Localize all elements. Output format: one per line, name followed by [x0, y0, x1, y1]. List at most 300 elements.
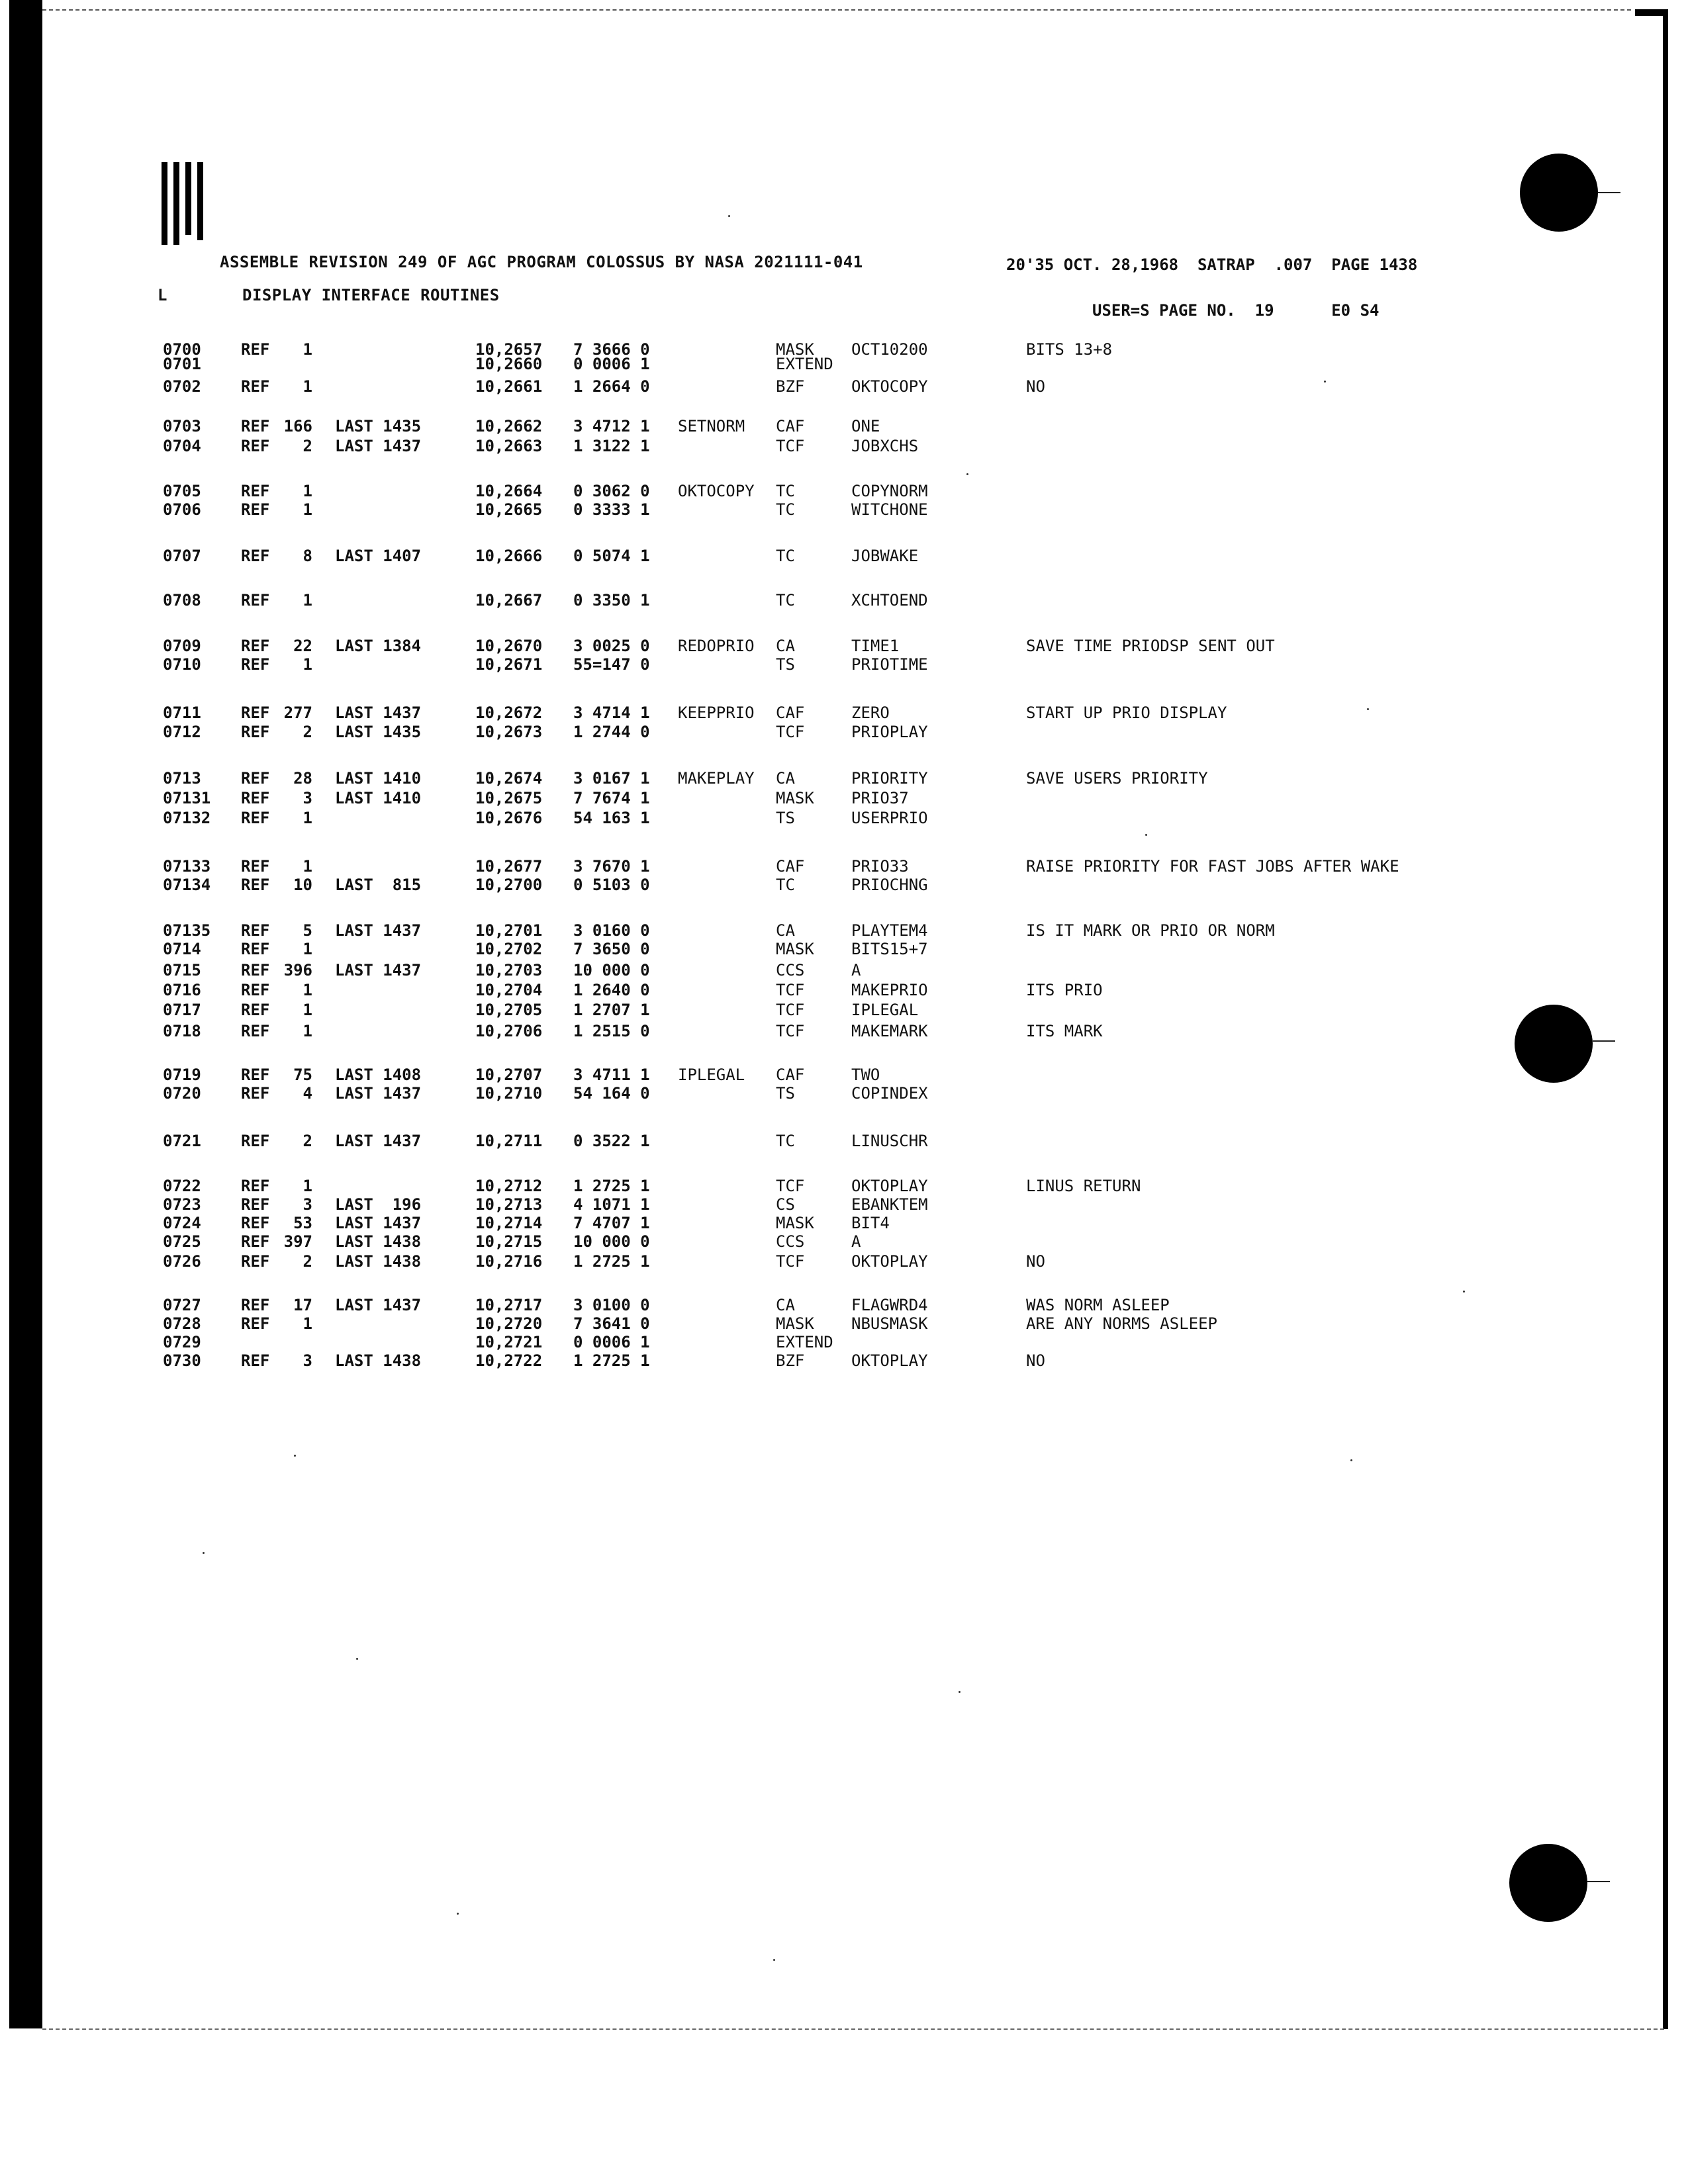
operand: BIT4: [851, 1214, 890, 1232]
listing-row: [0, 857, 1523, 877]
object-code: 7 3666 0: [573, 340, 650, 359]
opcode: TC: [776, 482, 795, 500]
listing-row: [0, 1132, 1523, 1152]
right-scan-border: [1663, 9, 1668, 2029]
ref-count: 22: [293, 637, 312, 655]
listing-header-timestamp: 20'35 OCT. 28,1968 SATRAP .007 PAGE 1438: [1006, 255, 1418, 274]
address: 10,2677: [475, 857, 543, 876]
top-perforation: [42, 9, 1631, 11]
object-code: 0 0006 1: [573, 355, 650, 373]
ref-marker: REF: [241, 1001, 270, 1019]
object-code: 7 3650 0: [573, 940, 650, 958]
address: 10,2712: [475, 1177, 543, 1195]
ref-marker: REF: [241, 1084, 270, 1103]
line-number: 0724: [163, 1214, 201, 1232]
last-ref: LAST 1437: [335, 961, 422, 979]
ref-count: 3: [303, 789, 312, 807]
line-number: 07133: [163, 857, 211, 876]
listing-row: [0, 1001, 1523, 1021]
ref-marker: REF: [241, 377, 270, 396]
address: 10,2717: [475, 1296, 543, 1314]
listing-row: [0, 1252, 1523, 1272]
punch-hole-mark: [1593, 1040, 1615, 1042]
symbol-label: REDOPRIO: [678, 637, 755, 655]
listing-row: [0, 981, 1523, 1001]
punch-hole-bottom: [1509, 1844, 1587, 1922]
listing-row: [0, 1351, 1523, 1371]
last-ref: LAST 1438: [335, 1252, 422, 1271]
last-ref: LAST 1408: [335, 1066, 422, 1084]
address: 10,2722: [475, 1351, 543, 1370]
opcode: TCF: [776, 1177, 805, 1195]
opcode: MASK: [776, 940, 814, 958]
operand: NBUSMASK: [851, 1314, 928, 1333]
object-code: 4 1071 1: [573, 1195, 650, 1214]
listing-row: [0, 704, 1523, 723]
ref-marker: REF: [241, 482, 270, 500]
listing-row: [0, 547, 1523, 567]
opcode: TC: [776, 876, 795, 894]
object-code: 1 3122 1: [573, 437, 650, 455]
ref-marker: REF: [241, 1066, 270, 1084]
section-title: DISPLAY INTERFACE ROUTINES: [242, 286, 500, 304]
object-code: 1 2744 0: [573, 723, 650, 741]
line-number: 0703: [163, 417, 201, 435]
symbol-label: MAKEPLAY: [678, 769, 755, 788]
address: 10,2702: [475, 940, 543, 958]
operand: LINUSCHR: [851, 1132, 928, 1150]
opcode: MASK: [776, 1214, 814, 1232]
opcode: TCF: [776, 981, 805, 999]
operand: MAKEPRIO: [851, 981, 928, 999]
ref-marker: REF: [241, 769, 270, 788]
operand: PRIOCHNG: [851, 876, 928, 894]
ref-count: 1: [303, 857, 312, 876]
opcode: TC: [776, 547, 795, 565]
ref-marker: REF: [241, 981, 270, 999]
object-code: 1 2725 1: [573, 1177, 650, 1195]
object-code: 0 5074 1: [573, 547, 650, 565]
opcode: CAF: [776, 704, 805, 722]
symbol-label: KEEPPRIO: [678, 704, 755, 722]
object-code: 7 7674 1: [573, 789, 650, 807]
ref-count: 396: [283, 961, 312, 979]
line-number: 0718: [163, 1022, 201, 1040]
operand: USERPRIO: [851, 809, 928, 827]
operand: COPYNORM: [851, 482, 928, 500]
address: 10,2666: [475, 547, 543, 565]
opcode: CAF: [776, 417, 805, 435]
address: 10,2660: [475, 355, 543, 373]
ref-count: 1: [303, 981, 312, 999]
ref-count: 10: [293, 876, 312, 894]
object-code: 0 3333 1: [573, 500, 650, 519]
listing-row: [0, 482, 1523, 502]
ref-marker: REF: [241, 876, 270, 894]
last-ref: LAST 1437: [335, 1296, 422, 1314]
comment: NO: [1026, 1252, 1045, 1271]
opcode: CS: [776, 1195, 795, 1214]
listing-row: [0, 1232, 1523, 1252]
opcode: MASK: [776, 340, 814, 359]
opcode: MASK: [776, 1314, 814, 1333]
line-number: 0721: [163, 1132, 201, 1150]
opcode: CCS: [776, 1232, 805, 1251]
listing-row: [0, 1333, 1523, 1353]
object-code: 1 2515 0: [573, 1022, 650, 1040]
listing-row: [0, 1195, 1523, 1215]
address: 10,2672: [475, 704, 543, 722]
operand: JOBXCHS: [851, 437, 919, 455]
operand: A: [851, 961, 861, 979]
ref-count: 166: [283, 417, 312, 435]
listing-row: [0, 355, 1523, 375]
line-number: 0720: [163, 1084, 201, 1103]
line-number: 07135: [163, 921, 211, 940]
object-code: 0 5103 0: [573, 876, 650, 894]
object-code: 7 4707 1: [573, 1214, 650, 1232]
line-number: 0700: [163, 340, 201, 359]
address: 10,2673: [475, 723, 543, 741]
symbol-label: IPLEGAL: [678, 1066, 745, 1084]
line-number: 0726: [163, 1252, 201, 1271]
line-number: 0706: [163, 500, 201, 519]
ref-count: 1: [303, 1022, 312, 1040]
opcode: CAF: [776, 857, 805, 876]
listing-row: [0, 1177, 1523, 1197]
ref-count: 17: [293, 1296, 312, 1314]
listing-row: [0, 1214, 1523, 1234]
last-ref: LAST 1410: [335, 789, 422, 807]
punch-hole-mark: [1598, 192, 1620, 193]
line-number: 0708: [163, 591, 201, 610]
operand: PRIOTIME: [851, 655, 928, 674]
operand: MAKEMARK: [851, 1022, 928, 1040]
symbol-label: OKTOCOPY: [678, 482, 755, 500]
listing-row: [0, 637, 1523, 657]
operand: PRIO37: [851, 789, 909, 807]
ref-marker: REF: [241, 809, 270, 827]
address: 10,2714: [475, 1214, 543, 1232]
object-code: 3 7670 1: [573, 857, 650, 876]
listing-row: [0, 591, 1523, 611]
listing-row: [0, 437, 1523, 457]
ref-count: 2: [303, 1252, 312, 1271]
operand: A: [851, 1232, 861, 1251]
object-code: 3 4714 1: [573, 704, 650, 722]
scan-speck: [773, 1959, 775, 1961]
operand: OKTOCOPY: [851, 377, 928, 396]
line-number: 0705: [163, 482, 201, 500]
listing-header: ASSEMBLE REVISION 249 OF AGC PROGRAM COLOSSUS BY NASA 2021111-041: [220, 253, 863, 271]
ref-count: 1: [303, 500, 312, 519]
ref-count: 8: [303, 547, 312, 565]
address: 10,2705: [475, 1001, 543, 1019]
ref-marker: REF: [241, 1132, 270, 1150]
opcode: TCF: [776, 1001, 805, 1019]
ref-count: 3: [303, 1351, 312, 1370]
listing-row: [0, 417, 1523, 437]
ref-marker: REF: [241, 655, 270, 674]
address: 10,2676: [475, 809, 543, 827]
ref-marker: REF: [241, 1177, 270, 1195]
address: 10,2720: [475, 1314, 543, 1333]
opcode: CCS: [776, 961, 805, 979]
operand: OKTOPLAY: [851, 1252, 928, 1271]
address: 10,2710: [475, 1084, 543, 1103]
object-code: 0 0006 1: [573, 1333, 650, 1351]
opcode: BZF: [776, 377, 805, 396]
operand: OKTOPLAY: [851, 1351, 928, 1370]
operand: EBANKTEM: [851, 1195, 928, 1214]
ref-count: 1: [303, 340, 312, 359]
line-number: 0701: [163, 355, 201, 373]
opcode: TS: [776, 1084, 795, 1103]
line-number: 0728: [163, 1314, 201, 1333]
address: 10,2675: [475, 789, 543, 807]
object-code: 1 2640 0: [573, 981, 650, 999]
listing-row: [0, 1022, 1523, 1042]
object-code: 10 000 0: [573, 961, 650, 979]
ref-marker: REF: [241, 1296, 270, 1314]
scan-speck: [1145, 834, 1147, 836]
comment: START UP PRIO DISPLAY: [1026, 704, 1227, 722]
scan-speck: [294, 1455, 296, 1457]
ref-marker: REF: [241, 1252, 270, 1271]
object-code: 3 4712 1: [573, 417, 650, 435]
operand: ZERO: [851, 704, 890, 722]
line-number: 07131: [163, 789, 211, 807]
opcode: CA: [776, 769, 795, 788]
operand: PRIOPLAY: [851, 723, 928, 741]
ref-marker: REF: [241, 1195, 270, 1214]
operand: IPLEGAL: [851, 1001, 919, 1019]
ref-count: 1: [303, 1177, 312, 1195]
address: 10,2713: [475, 1195, 543, 1214]
object-code: 1 2707 1: [573, 1001, 650, 1019]
line-number: 0704: [163, 437, 201, 455]
line-number: 0722: [163, 1177, 201, 1195]
line-number: 0730: [163, 1351, 201, 1370]
scan-speck: [457, 1913, 459, 1915]
line-number: 0729: [163, 1333, 201, 1351]
comment: WAS NORM ASLEEP: [1026, 1296, 1170, 1314]
ref-marker: REF: [241, 1022, 270, 1040]
ref-marker: REF: [241, 1351, 270, 1370]
ref-count: 1: [303, 1001, 312, 1019]
ref-marker: REF: [241, 500, 270, 519]
scan-speck: [966, 473, 968, 475]
ref-marker: REF: [241, 340, 270, 359]
opcode: TS: [776, 655, 795, 674]
address: 10,2657: [475, 340, 543, 359]
comment: SAVE USERS PRIORITY: [1026, 769, 1208, 788]
opcode: CAF: [776, 1066, 805, 1084]
comment: ITS MARK: [1026, 1022, 1103, 1040]
object-code: 10 000 0: [573, 1232, 650, 1251]
opcode: TC: [776, 1132, 795, 1150]
last-ref: LAST 1437: [335, 921, 422, 940]
line-number: 0702: [163, 377, 201, 396]
punch-hole-top: [1520, 154, 1598, 232]
listing-row: [0, 876, 1523, 895]
opcode: TCF: [776, 723, 805, 741]
opcode: TS: [776, 809, 795, 827]
ref-marker: REF: [241, 789, 270, 807]
ref-count: 3: [303, 1195, 312, 1214]
ref-count: 2: [303, 723, 312, 741]
address: 10,2667: [475, 591, 543, 610]
ref-count: 397: [283, 1232, 312, 1251]
comment: NO: [1026, 377, 1045, 396]
scan-speck: [959, 1691, 961, 1693]
line-number: 0716: [163, 981, 201, 999]
operand: JOBWAKE: [851, 547, 919, 565]
operand: OCT10200: [851, 340, 928, 359]
last-ref: LAST 1438: [335, 1351, 422, 1370]
last-ref: LAST 196: [335, 1195, 422, 1214]
object-code: 3 0025 0: [573, 637, 650, 655]
ref-marker: REF: [241, 857, 270, 876]
opcode: TCF: [776, 1022, 805, 1040]
operand: BITS15+7: [851, 940, 928, 958]
last-ref: LAST 1437: [335, 704, 422, 722]
ref-count: 2: [303, 437, 312, 455]
listing-row: [0, 789, 1523, 809]
comment: IS IT MARK OR PRIO OR NORM: [1026, 921, 1275, 940]
ref-marker: REF: [241, 637, 270, 655]
scan-speck: [356, 1658, 358, 1660]
operand: ONE: [851, 417, 880, 435]
object-code: 3 4711 1: [573, 1066, 650, 1084]
object-code: 54 164 0: [573, 1084, 650, 1103]
listing-row: [0, 809, 1523, 829]
opcode: CA: [776, 921, 795, 940]
opcode: CA: [776, 637, 795, 655]
address: 10,2715: [475, 1232, 543, 1251]
object-code: 1 2725 1: [573, 1252, 650, 1271]
line-number: 0715: [163, 961, 201, 979]
opcode: TCF: [776, 1252, 805, 1271]
ref-count: 53: [293, 1214, 312, 1232]
line-number: 0727: [163, 1296, 201, 1314]
listing-row: [0, 655, 1523, 675]
address: 10,2664: [475, 482, 543, 500]
address: 10,2704: [475, 981, 543, 999]
opcode: TC: [776, 591, 795, 610]
ref-count: 277: [283, 704, 312, 722]
ref-marker: REF: [241, 417, 270, 435]
opcode: BZF: [776, 1351, 805, 1370]
line-number: 0707: [163, 547, 201, 565]
scan-speck: [203, 1552, 205, 1554]
ref-marker: REF: [241, 704, 270, 722]
comment: LINUS RETURN: [1026, 1177, 1141, 1195]
scan-speck: [1463, 1291, 1465, 1293]
operand: PRIO33: [851, 857, 909, 876]
ref-count: 1: [303, 482, 312, 500]
ref-marker: REF: [241, 1314, 270, 1333]
symbol-label: SETNORM: [678, 417, 745, 435]
address: 10,2706: [475, 1022, 543, 1040]
address: 10,2671: [475, 655, 543, 674]
listing-row: [0, 500, 1523, 520]
ref-marker: REF: [241, 437, 270, 455]
line-number: 07132: [163, 809, 211, 827]
comment: RAISE PRIORITY FOR FAST JOBS AFTER WAKE: [1026, 857, 1399, 876]
last-ref: LAST 1437: [335, 1084, 422, 1103]
object-code: 55=147 0: [573, 655, 650, 674]
scan-speck: [728, 215, 730, 217]
object-code: 3 0100 0: [573, 1296, 650, 1314]
listing-row: [0, 1084, 1523, 1104]
line-number: 0719: [163, 1066, 201, 1084]
ref-count: 2: [303, 1132, 312, 1150]
user-page-number: USER=S PAGE NO. 19 E0 S4: [1092, 301, 1380, 320]
last-ref: LAST 1407: [335, 547, 422, 565]
object-code: 0 3522 1: [573, 1132, 650, 1150]
ref-count: 4: [303, 1084, 312, 1103]
opcode: EXTEND: [776, 355, 833, 373]
ref-count: 1: [303, 940, 312, 958]
object-code: 1 2664 0: [573, 377, 650, 396]
listing-row: [0, 377, 1523, 397]
opcode: CA: [776, 1296, 795, 1314]
ref-marker: REF: [241, 591, 270, 610]
object-code: 3 0167 1: [573, 769, 650, 788]
ref-count: 75: [293, 1066, 312, 1084]
operand: PLAYTEM4: [851, 921, 928, 940]
ref-marker: REF: [241, 921, 270, 940]
last-ref: LAST 815: [335, 876, 422, 894]
object-code: 0 3062 0: [573, 482, 650, 500]
opcode: EXTEND: [776, 1333, 833, 1351]
line-number: 07134: [163, 876, 211, 894]
operand: TWO: [851, 1066, 880, 1084]
line-number: 0714: [163, 940, 201, 958]
address: 10,2700: [475, 876, 543, 894]
operand: COPINDEX: [851, 1084, 928, 1103]
section-letter: L: [158, 286, 167, 304]
address: 10,2707: [475, 1066, 543, 1084]
bottom-perforation: [42, 2028, 1664, 2030]
ref-count: 1: [303, 377, 312, 396]
object-code: 54 163 1: [573, 809, 650, 827]
listing-row: [0, 1066, 1523, 1085]
ref-marker: REF: [241, 547, 270, 565]
last-ref: LAST 1435: [335, 723, 422, 741]
last-ref: LAST 1437: [335, 437, 422, 455]
line-number: 0723: [163, 1195, 201, 1214]
listing-row: [0, 769, 1523, 789]
operand: FLAGWRD4: [851, 1296, 928, 1314]
ref-count: 1: [303, 809, 312, 827]
object-code: 0 3350 1: [573, 591, 650, 610]
scan-speck: [1350, 1459, 1352, 1461]
line-number: 0709: [163, 637, 201, 655]
comment: ARE ANY NORMS ASLEEP: [1026, 1314, 1217, 1333]
address: 10,2703: [475, 961, 543, 979]
last-ref: LAST 1410: [335, 769, 422, 788]
last-ref: LAST 1437: [335, 1214, 422, 1232]
comment: ITS PRIO: [1026, 981, 1103, 999]
line-number: 0717: [163, 1001, 201, 1019]
object-code: 3 0160 0: [573, 921, 650, 940]
operand: WITCHONE: [851, 500, 928, 519]
address: 10,2701: [475, 921, 543, 940]
ref-marker: REF: [241, 1232, 270, 1251]
ref-marker: REF: [241, 940, 270, 958]
